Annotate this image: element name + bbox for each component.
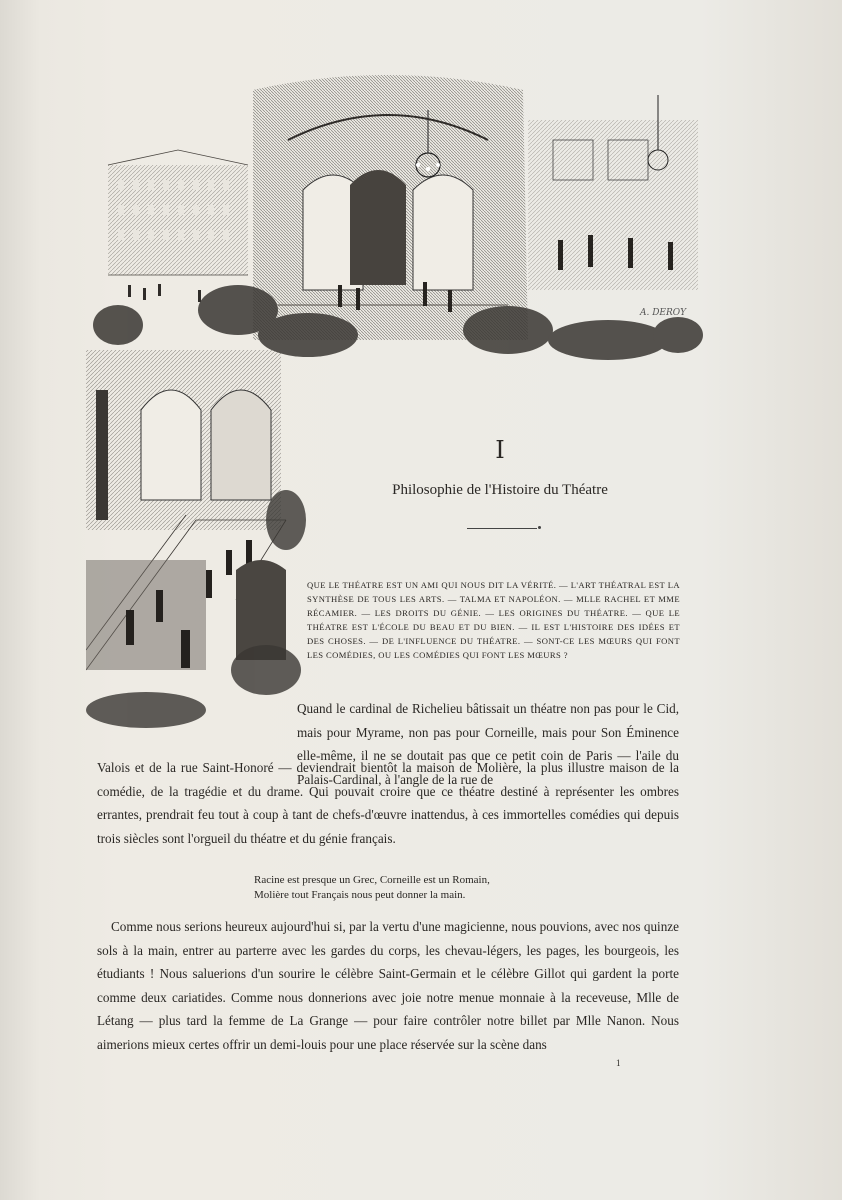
street-building-scene (108, 150, 248, 302)
page-number: 1 (616, 1058, 621, 1068)
artist-signature: A. DEROY (640, 308, 687, 318)
gallery-room-scene (528, 95, 698, 290)
chapter-summary: QUE LE THÉATRE EST UN AMI QUI NOUS DIT LA VÉRITÉ. — L'ART THÉATRAL EST LA SYNTHÈSE DE TOUS LES ARTS. — TALMA ET NAPOLÉON. — MLLE RACHEL ET MME RÉCAMIER. — LES DROITS DU GÉNIE. — LES ORIGINES DU THÉATRE. — QUE LE THÉATRE EST L'ÉCOLE DU BEAU ET DU BIEN. — IL EST L'HISTOIRE DES IDÉES ET DES CHOSES. — DE L'INFLUENCE DU THÉATRE. — SONT-CE LES MŒURS QUI FONT LES COMÉDIES, OU LES COMÉDIES QUI FONT LES MŒURS ? (307, 580, 680, 660)
chapter-number: I (495, 436, 505, 464)
paragraph-2: Comme nous serions heureux aujourd'hui si, par la vertu d'une magicienne, nous pouvions, avec nos quinze sols à la main, entrer au parterre avec les gardes du corps, les chevau-légers, les pages, les bourgeois, les étudiants ! Nous saluerions d'un sourire le célèbre Saint-Germain et le célèbre Gillot qui gardent la porte comme deux cariatides. Comme nous donnerions avec joie notre menue monnaie à la receveuse, Mlle de Létang — plus tard la femme de La Grange — pour faire contrôler notre billet par Mlle Nanon. Nous aimerions mieux certes offrir un demi-louis pour une place réservée sur la scène dans (97, 919, 679, 1052)
verse-line-1: Racine est presque un Grec, Corneille est un Romain, (254, 874, 490, 886)
title-divider (467, 528, 537, 529)
paragraph-1-continuation: Valois et de la rue Saint-Honoré — deviendrait bientôt la maison de Molière, la plus illustre maison de la comédie, de la tragédie et du drame. Qui pouvait croire que ce théatre destiné à représenter les ombres errantes, prendrait feu tout à coup à tant de chefs-d'œuvre inattendus, à ces immortelles comédies qui depuis trois siècles sont l'orgueil du théatre et du génie français. (97, 760, 679, 846)
paragraph-1-opening: Quand le cardinal de Richelieu bâtissait un théatre non pas pour le Cid, mais pour Myrame, non pas pour Corneille, mais pour Son Éminence elle-même, il ne se doutait pas que ce petit coin de Paris — l'aile du Palais-Cardinal, à l'angle de la rue de (297, 701, 679, 787)
grand-foyer-hall (253, 75, 528, 340)
title-divider-dot (538, 526, 541, 529)
verse-line-2: Molière tout Français nous peut donner la main. (254, 889, 466, 901)
engraving-grand-staircase-illustration (86, 340, 308, 740)
chapter-title: Philosophie de l'Histoire du Théatre (392, 482, 608, 498)
engraving-theatre-foyer-illustration (88, 70, 706, 370)
verse-quotation (254, 873, 614, 903)
